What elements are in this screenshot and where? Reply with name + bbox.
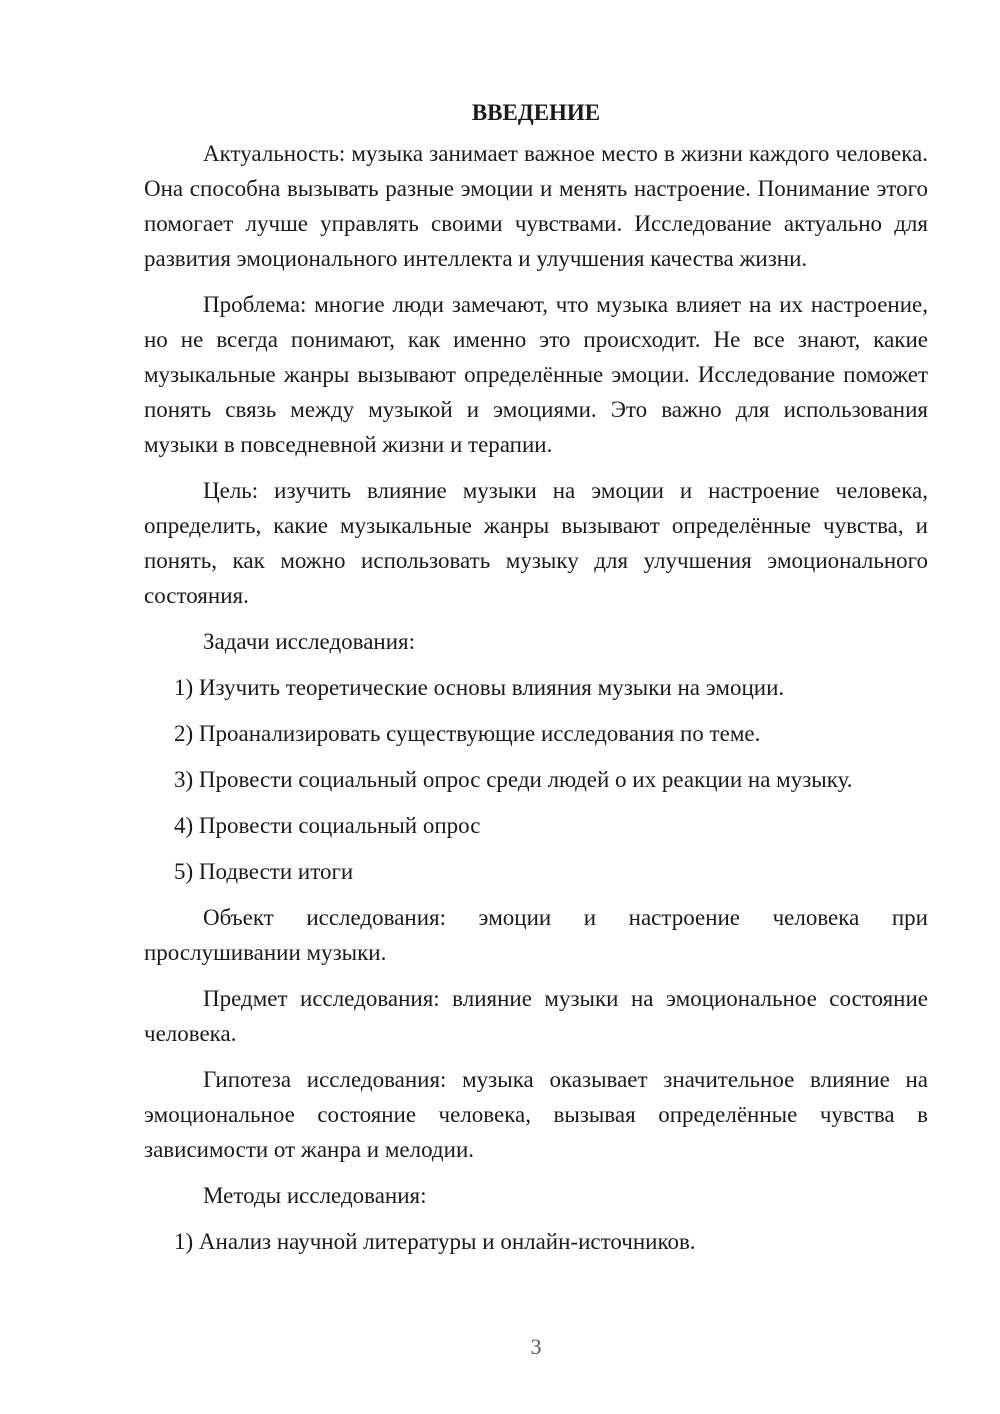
page-content	[144, 98, 928, 1270]
task-item: 2) Проанализировать существующие исследования по теме.	[174, 721, 761, 746]
goal-paragraph: Цель: изучить влияние музыки на эмоции и настроение человека, определить, какие музыкальные жанры вызывают определённые чувства, и понять, как можно использовать музыку для улучшения эмоционального состояния.	[144, 478, 928, 608]
tasks-heading: Задачи исследования:	[203, 629, 416, 654]
page-number: 3	[530, 1334, 542, 1359]
task-item: 3) Провести социальный опрос среди людей о их реакции на музыку.	[174, 767, 853, 792]
task-item: 4) Провести социальный опрос	[174, 813, 481, 838]
hypothesis-paragraph: Гипотеза исследования: музыка оказывает значительное влияние на эмоциональное состояние человека, вызывая определённые чувства в зависимости от жанра и мелодии.	[144, 1067, 928, 1162]
object-paragraph: Объект исследования: эмоции и настроение человека при прослушивании музыки.	[144, 905, 928, 965]
page-title: ВВЕДЕНИЕ	[471, 100, 601, 125]
methods-heading: Методы исследования:	[203, 1183, 427, 1208]
problem-paragraph: Проблема: многие люди замечают, что музыка влияет на их настроение, но не всегда понимают, как именно это происходит. Не все знают, какие музыкальные жанры вызывают определённые эмоции. Исследование поможет понять связь между музыкой и эмоциями. Это важно для использования музыки в повседневной жизни и терапии.	[144, 292, 928, 457]
relevance-paragraph: Актуальность: музыка занимает важное место в жизни каждого человека. Она способна вызывать разные эмоции и менять настроение. Понимание этого помогает лучше управлять своими чувствами. Исследование актуально для развития эмоционального интеллекта и улучшения качества жизни.	[144, 141, 928, 271]
subject-paragraph: Предмет исследования: влияние музыки на эмоциональное состояние человека.	[144, 986, 928, 1046]
method-item: 1) Анализ научной литературы и онлайн-источников.	[174, 1229, 696, 1254]
task-item: 5) Подвести итоги	[174, 859, 354, 884]
task-item: 1) Изучить теоретические основы влияния музыки на эмоции.	[174, 675, 785, 700]
